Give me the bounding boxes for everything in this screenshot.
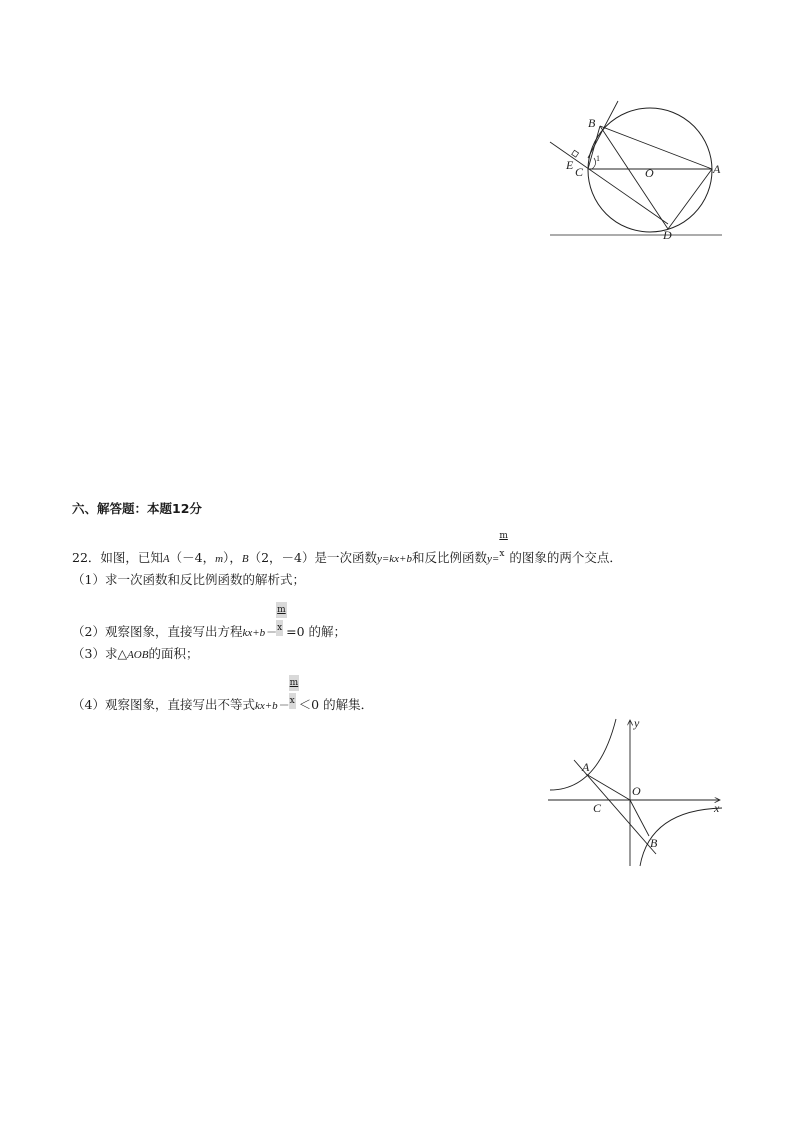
q4-fraction-numerator: m — [289, 675, 300, 691]
point-b: B — [241, 553, 249, 565]
q2-fraction-denominator: x — [276, 620, 283, 636]
q3-suffix: 的面积； — [148, 646, 199, 661]
function-graph-figure — [546, 716, 724, 868]
q3-prefix: （3）求△ — [72, 646, 128, 661]
right-angle-mark — [572, 150, 579, 157]
linear-function: y=kx+b — [376, 553, 412, 565]
label-angle-1: 1 — [596, 154, 600, 163]
fraction-m-over-x — [499, 531, 509, 562]
question-3 — [72, 646, 198, 663]
chord-bd — [600, 126, 668, 229]
coord-a-close: ） — [223, 550, 230, 565]
label-point-a: A — [582, 760, 590, 774]
q2-fraction-numerator: m — [276, 602, 287, 618]
q2-prefix: （2）观察图象，直接写出方程 — [72, 624, 243, 639]
circle-geometry-figure — [548, 98, 724, 240]
label-point-c: C — [593, 801, 602, 815]
label-a: A — [713, 162, 721, 176]
question-1: （1）求一次函数和反比例函数的解析式； — [72, 572, 305, 587]
q4-prefix: （4）观察图象，直接写出不等式 — [72, 697, 255, 712]
question-4 — [72, 678, 374, 714]
point-a: A — [162, 553, 170, 565]
var-m: m — [215, 553, 224, 565]
label-c: C — [575, 165, 584, 179]
label-o: O — [645, 166, 654, 180]
q4-suffix: ＜0 的解集． — [298, 697, 374, 712]
stem-mid2: 和反比例函数 — [411, 550, 487, 565]
stem-suffix: 的图象的两个交点． — [509, 550, 622, 565]
fraction-numerator: m — [499, 531, 508, 541]
separator: ， — [229, 550, 242, 565]
inverse-lhs: y= — [487, 553, 500, 565]
hyperbola-branch-upper-left — [550, 719, 616, 790]
q4-expression: kx+b－ — [254, 700, 289, 712]
q3-triangle: AOB — [127, 649, 149, 661]
line-ec — [550, 142, 668, 224]
label-e: E — [566, 158, 574, 172]
label-point-b: B — [650, 836, 658, 850]
chord-ad — [668, 169, 712, 229]
q4-fraction-denominator: x — [289, 693, 296, 709]
stem-prefix: 22．如图，已知 — [72, 550, 163, 565]
stem-mid: 是一次函数 — [314, 550, 377, 565]
coord-b: （2，－4） — [248, 550, 315, 565]
label-d: D — [663, 228, 672, 240]
segment-oa — [586, 774, 630, 800]
problem-stem — [72, 531, 622, 567]
label-axis-y: y — [634, 716, 640, 730]
q2-suffix: =0 的解； — [286, 624, 347, 639]
chord-ba — [600, 126, 712, 169]
segment-ob — [630, 800, 649, 836]
coord-a: （－4， — [169, 550, 216, 565]
section-title: 六、解答题：本题12分 — [72, 501, 202, 516]
q2-fraction — [276, 605, 286, 636]
q4-fraction — [289, 678, 299, 709]
label-origin-o: O — [632, 784, 641, 798]
label-b: B — [588, 116, 596, 130]
question-2 — [72, 605, 347, 641]
q2-expression: kx+b－ — [242, 627, 277, 639]
fraction-denominator: x — [499, 549, 505, 559]
label-axis-x: x — [714, 801, 720, 815]
